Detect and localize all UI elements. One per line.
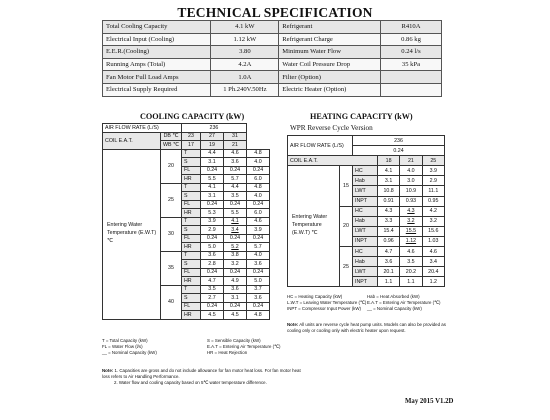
spec-value [380,83,441,96]
metric-label: LWT [353,267,378,277]
metric-label: FL [181,302,200,311]
value-cell: 5.2 [223,243,246,252]
value-cell: 0.24 [200,268,223,277]
value-cell: 0.24 [223,234,246,243]
cooling-note-1: 1. Capacities are gross and do not include allowance for fan motor heat loss. For fan motor heat loss refers to Air Handling Performance. [102,368,301,379]
spec-value: 35 kPa [380,58,441,71]
value-cell: 4.5 [223,311,246,320]
spec-label: Electric Heater (Option) [279,83,381,96]
metric-label: S [181,260,200,269]
ewt-temp: 40 [161,285,182,319]
table-row [103,149,270,158]
value-cell: 15.6 [422,226,444,236]
value-cell: 4.1 [200,183,223,192]
value-cell: 4.0 [246,192,269,201]
airflow-value: 236 [181,124,246,133]
value-cell: 20.2 [400,267,422,277]
value-cell: 15.5 [400,226,422,236]
metric-label: LWT [353,226,378,236]
metric-label: T [181,183,200,192]
coil-eat-label: COIL E.A.T. [288,156,378,166]
value-cell: 0.24 [246,166,269,175]
ewt-label: Entering Water Temperature (E.W.T) ℃ [103,149,161,319]
value-cell: 4.2 [422,206,444,216]
spec-value: 3.80 [211,46,279,59]
metric-label: T [181,217,200,226]
ewt-temp: 15 [340,166,353,206]
db-row [103,132,270,141]
db-value: 27 [200,132,223,141]
value-cell: 4.3 [377,206,399,216]
airflow-row [103,124,270,133]
spec-label: Running Amps (Total) [103,58,211,71]
value-cell: 6.0 [246,209,269,218]
legend-item: INPT = Compressor Input Power (kW) [287,306,361,311]
metric-label: FL [181,268,200,277]
metric-label: FL [181,234,200,243]
metric-label: HR [181,243,200,252]
value-cell: 0.24 [200,234,223,243]
heating-note-title: Note: [287,322,299,327]
legend-item: E.A.T = Entering Air Temperature (℃) [207,344,281,349]
spec-label: E.E.R.(Cooling) [103,46,211,59]
value-cell: 2.9 [422,176,444,186]
db-label: DB ℃ [161,132,182,141]
spec-value: 4.1 kW [211,21,279,34]
value-cell: 4.7 [377,247,399,257]
metric-label: HR [181,277,200,286]
spec-row [103,46,442,59]
value-cell: 0.24 [200,166,223,175]
value-cell: 0.93 [400,196,422,206]
value-cell: 10.8 [377,186,399,196]
metric-label: HR [181,311,200,320]
value-cell: 3.7 [246,285,269,294]
ewt-temp: 25 [161,183,182,217]
value-cell: 1.2 [422,277,444,287]
wb-value: 21 [223,141,246,150]
spec-value: 4.2A [211,58,279,71]
value-cell: 4.9 [223,277,246,286]
metric-label: HC [353,166,378,176]
coil-eat-label: COIL E.A.T. [103,132,161,149]
page-title: TECHNICAL SPECIFICATION [177,5,373,20]
spec-row [103,71,442,84]
value-cell: 3.1 [200,192,223,201]
spec-label: Refrigerant Charge [279,33,381,46]
value-cell: 4.1 [377,166,399,176]
metric-label: T [181,285,200,294]
metric-label: T [181,251,200,260]
ewt-temp: 20 [161,149,182,183]
spec-row [103,21,442,34]
legend-item: Hab = Heat Absorbed (kW) [367,294,420,299]
value-cell: 0.91 [377,196,399,206]
heating-title: HEATING CAPACITY (kW) [310,112,413,121]
spec-value: 1.0A [211,71,279,84]
db-value: 23 [181,132,200,141]
value-cell: 0.24 [223,302,246,311]
value-cell: 5.5 [200,175,223,184]
spec-row [103,83,442,96]
value-cell: 5.5 [223,209,246,218]
value-cell: 20.1 [377,267,399,277]
ewt-temp: 35 [161,251,182,285]
value-cell: 3.5 [200,285,223,294]
legend-item: S = Sensible Capacity (kW) [207,338,261,343]
value-cell: 3.6 [223,285,246,294]
value-cell: 0.24 [200,302,223,311]
airflow-label: AIR FLOW RATE (L/S) [103,124,182,133]
value-cell: 2.8 [200,260,223,269]
value-cell: 4.5 [200,311,223,320]
value-cell: 1.12 [400,236,422,246]
metric-label: FL [181,200,200,209]
metric-label: LWT [353,186,378,196]
value-cell: 3.2 [400,216,422,226]
value-cell: 0.24 [223,200,246,209]
value-cell: 4.6 [400,247,422,257]
spec-table [102,20,442,97]
value-cell: 4.6 [223,149,246,158]
coil-value: 21 [400,156,422,166]
metric-label: FL [181,166,200,175]
spec-row [103,33,442,46]
value-cell: 1.03 [422,236,444,246]
value-cell: 0.24 [246,234,269,243]
value-cell: 11.1 [422,186,444,196]
metric-label: S [181,226,200,235]
coil-row [288,156,445,166]
value-cell: 0.24 [200,200,223,209]
legend-item: FL = Water Flow (l/s) [102,344,143,349]
value-cell: 3.5 [400,257,422,267]
value-cell: 2.7 [200,294,223,303]
metric-label: HC [353,247,378,257]
value-cell: 3.6 [246,260,269,269]
legend-item: E.A.T = Entering Air Temperature (℃) [367,300,441,305]
metric-label: S [181,294,200,303]
ewt-temp: 20 [340,206,353,246]
value-cell: 3.6 [377,257,399,267]
value-cell: 3.6 [246,294,269,303]
heating-subtitle: WPR Reverse Cycle Version [290,124,373,132]
spec-label: Fan Motor Full Load Amps [103,71,211,84]
spec-label: Total Cooling Capacity [103,21,211,34]
heating-notes [287,322,457,334]
wb-value: 17 [181,141,200,150]
metric-label: HR [181,209,200,218]
value-cell: 4.3 [400,206,422,216]
metric-label: Hab [353,257,378,267]
spec-value: 0.86 kg [380,33,441,46]
coil-value: 18 [377,156,399,166]
value-cell: 3.9 [200,217,223,226]
legend-item: __ = Nominal Capacity (kW) [102,350,157,355]
value-cell: 5.0 [246,277,269,286]
value-cell: 6.0 [246,175,269,184]
spec-value: 1 Ph.240V.50Hz [211,83,279,96]
heating-legend [287,294,457,312]
value-cell: 5.7 [246,243,269,252]
value-cell: 3.5 [223,192,246,201]
spec-label: Water Coil Pressure Drop [279,58,381,71]
value-cell: 4.6 [246,217,269,226]
metric-label: INPT [353,277,378,287]
legend-item: T = Total Capacity (kW) [102,338,148,343]
value-cell: 3.2 [223,260,246,269]
value-cell: 3.1 [200,158,223,167]
spec-value [380,71,441,84]
value-cell: 5.7 [223,175,246,184]
value-cell: 3.1 [223,294,246,303]
value-cell: 0.95 [422,196,444,206]
legend-row [287,306,457,312]
value-cell: 4.8 [246,311,269,320]
cooling-note-2: 2. Water flow and cooling capacity based on 5℃ water temperature difference. [114,380,267,385]
legend-item: HC = Heating Capacity (kW) [287,294,343,299]
spec-row [103,58,442,71]
value-cell: 3.4 [223,226,246,235]
value-cell: 0.96 [377,236,399,246]
cooling-notes [102,368,302,386]
spec-value: 0.24 l/s [380,46,441,59]
wb-value: 19 [200,141,223,150]
airflow-label: AIR FLOW RATE (L/S) [288,136,353,156]
value-cell: 3.2 [422,216,444,226]
value-cell: 0.24 [223,268,246,277]
value-cell: 3.4 [422,257,444,267]
spec-label: Refrigerant [279,21,381,34]
airflow-value: 236 [353,136,445,146]
value-cell: 3.0 [400,176,422,186]
legend-item: __ = Nominal Capacity (kW) [367,306,422,311]
ewt-temp: 30 [161,217,182,251]
value-cell: 2.9 [200,226,223,235]
value-cell: 4.1 [223,217,246,226]
value-cell: 0.24 [223,166,246,175]
spec-value: 1.12 kW [211,33,279,46]
wb-label: WB ℃ [161,141,182,150]
value-cell: 4.8 [246,149,269,158]
spec-label: Electrical Supply Required [103,83,211,96]
value-cell: 0.24 [246,302,269,311]
value-cell: 1.1 [400,277,422,287]
metric-label: S [181,192,200,201]
metric-label: Hab [353,216,378,226]
value-cell: 3.9 [422,166,444,176]
value-cell: 4.6 [422,247,444,257]
value-cell: 3.6 [223,158,246,167]
value-cell: 3.8 [223,251,246,260]
spec-label: Minimum Water Flow [279,46,381,59]
value-cell: 4.4 [223,183,246,192]
value-cell: 4.0 [400,166,422,176]
value-cell: 20.4 [422,267,444,277]
metric-label: S [181,158,200,167]
cooling-table [102,123,270,320]
value-cell: 4.7 [200,277,223,286]
cooling-note-title: Note: [102,368,114,373]
ewt-temp: 25 [340,247,353,287]
heating-note: All units are reverse cycle heat pump units. Models can also be provided as cooling only or cooling only with electric heater upon request. [287,322,446,333]
value-cell: 1.1 [377,277,399,287]
value-cell: 4.4 [200,149,223,158]
value-cell: 5.3 [200,209,223,218]
spec-label: Electrical Input (Cooling) [103,33,211,46]
value-cell: 3.1 [377,176,399,186]
ewt-label: Entering Water Temperature (E.W.T) ℃ [288,166,340,287]
metric-label: INPT [353,196,378,206]
value-cell: 3.3 [377,216,399,226]
airflow-row [288,136,445,146]
footer-version: May 2015 V1.2D [405,398,454,405]
coil-value: 25 [422,156,444,166]
metric-label: T [181,149,200,158]
value-cell: 10.9 [400,186,422,196]
db-value: 31 [223,132,246,141]
legend-item: L.W.T = Leaving Water Temperature (℃) [287,300,367,305]
spec-value: R410A [380,21,441,34]
value-cell: 3.6 [200,251,223,260]
value-cell: 15.4 [377,226,399,236]
cooling-title: COOLING CAPACITY (kW) [140,112,245,121]
value-cell: 4.0 [246,158,269,167]
flow-value: 0.24 [353,146,445,156]
legend-item: HR = Heat Rejection [207,350,248,355]
table-row [288,166,445,176]
metric-label: Hab [353,176,378,186]
metric-label: HR [181,175,200,184]
heating-table [287,135,445,287]
legend-row [102,350,302,356]
value-cell: 0.24 [246,268,269,277]
cooling-legend [102,338,302,356]
value-cell: 0.24 [246,200,269,209]
metric-label: HC [353,206,378,216]
value-cell: 3.9 [246,226,269,235]
metric-label: INPT [353,236,378,246]
value-cell: 4.8 [246,183,269,192]
value-cell: 5.0 [200,243,223,252]
spec-label: Filter (Option) [279,71,381,84]
value-cell: 4.0 [246,251,269,260]
